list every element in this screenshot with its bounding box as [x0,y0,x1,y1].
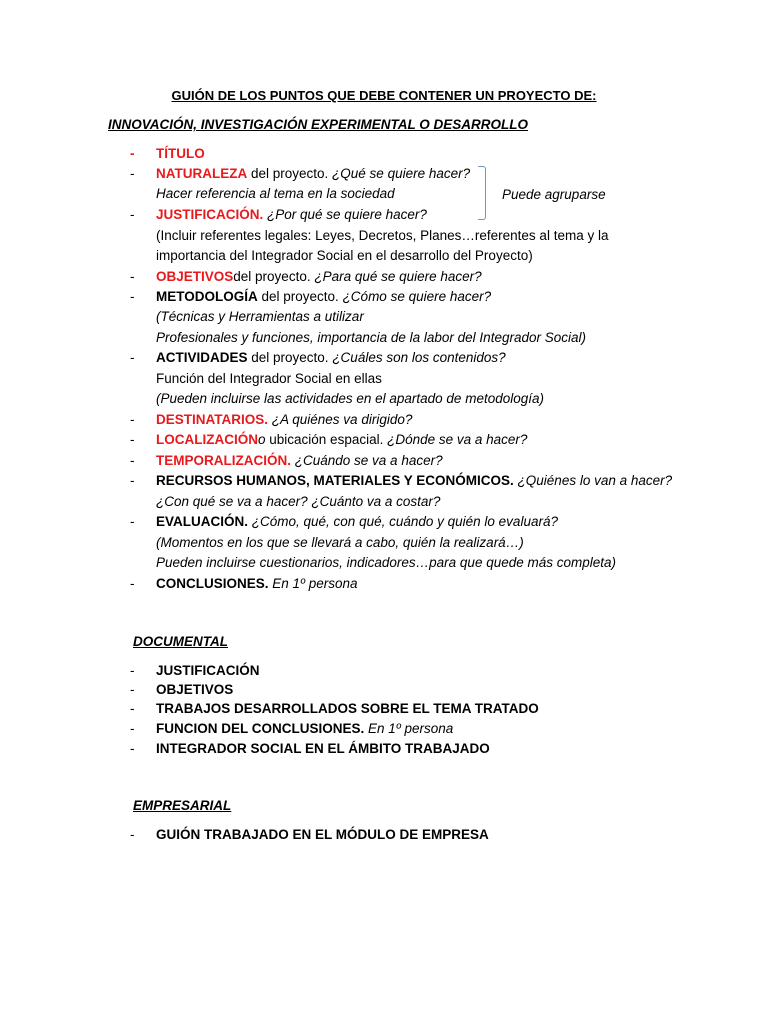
note-actividades-2: (Pueden incluirse las actividades en el apartado de metodología) [156,391,544,406]
bullet-dash: - [130,146,135,161]
note-justificacion-2: importancia del Integrador Social en el desarrollo del Proyecto) [156,248,533,263]
bullet-dash: - [130,701,135,716]
grouping-bracket [478,166,486,220]
note-actividades-1: Función del Integrador Social en ellas [156,371,382,386]
item-evaluacion: EVALUACIÓN. ¿Cómo, qué, con qué, cuándo y quién lo evaluará? [156,514,558,529]
item-localizacion: LOCALIZACIÓNo ubicación espacial. ¿Dónde se va a hacer? [156,432,528,447]
emp-item-guion: GUIÓN TRABAJADO EN EL MÓDULO DE EMPRESA [156,827,489,842]
bullet-dash: - [130,741,135,756]
bullet-dash: - [130,663,135,678]
item-justificacion: JUSTIFICACIÓN. ¿Por qué se quiere hacer? [156,207,427,222]
page-title: GUIÓN DE LOS PUNTOS QUE DEBE CONTENER UN PROYECTO DE: [171,88,597,103]
bullet-dash: - [130,166,135,181]
note-agrupar: Puede agruparse [502,187,606,202]
bullet-dash: - [130,432,135,447]
doc-item-integrador: INTEGRADOR SOCIAL EN EL ÁMBITO TRABAJADO [156,741,490,756]
item-actividades: ACTIVIDADES del proyecto. ¿Cuáles son los contenidos? [156,350,506,365]
bullet-dash: - [130,350,135,365]
note-naturaleza: Hacer referencia al tema en la sociedad [156,186,395,201]
bullet-dash: - [130,682,135,697]
bullet-dash: - [130,827,135,842]
section-heading-documental: DOCUMENTAL [133,634,228,649]
bullet-dash: - [130,473,135,488]
item-destinatarios: DESTINATARIOS. ¿A quiénes va dirigido? [156,412,413,427]
bullet-dash: - [130,412,135,427]
note-recursos: ¿Con qué se va a hacer? ¿Cuánto va a costar? [156,494,441,509]
bullet-dash: - [130,453,135,468]
item-naturaleza: NATURALEZA del proyecto. ¿Qué se quiere hacer? [156,166,471,181]
note-metodologia-1: (Técnicas y Herramientas a utilizar [156,309,364,324]
note-metodologia-2: Profesionales y funciones, importancia de la labor del Integrador Social) [156,330,586,345]
item-objetivos: OBJETIVOSdel proyecto. ¿Para qué se quiere hacer? [156,269,482,284]
bullet-dash: - [130,576,135,591]
bullet-dash: - [130,207,135,222]
note-evaluacion-1: (Momentos en los que se llevará a cabo, quién la realizará…) [156,535,524,550]
bullet-dash: - [130,269,135,284]
section-heading-empresarial: EMPRESARIAL [133,798,232,813]
item-conclusiones: CONCLUSIONES. En 1º persona [156,576,358,591]
doc-item-objetivos: OBJETIVOS [156,682,234,697]
note-evaluacion-2: Pueden incluirse cuestionarios, indicadores…para que quede más completa) [156,555,617,570]
item-temporalizacion: TEMPORALIZACIÓN. ¿Cuándo se va a hacer? [156,453,443,468]
bullet-dash: - [130,289,135,304]
bullet-dash: - [130,721,135,736]
item-recursos: RECURSOS HUMANOS, MATERIALES Y ECONÓMICOS. ¿Quiénes lo van a hacer? [156,473,673,488]
bullet-dash: - [130,514,135,529]
item-titulo: TÍTULO [156,146,205,161]
doc-item-justificacion: JUSTIFICACIÓN [156,663,260,678]
item-metodologia: METODOLOGÍA del proyecto. ¿Cómo se quiere hacer? [156,289,492,304]
note-justificacion-1: (Incluir referentes legales: Leyes, Decretos, Planes…referentes al tema y la [156,228,609,243]
doc-item-trabajos: TRABAJOS DESARROLLADOS SOBRE EL TEMA TRATADO [156,701,539,716]
section-heading-innovacion: INNOVACIÓN, INVESTIGACIÓN EXPERIMENTAL O DESARROLLO [108,117,529,132]
doc-item-funcion: FUNCION DEL CONCLUSIONES. En 1º persona [156,721,454,736]
